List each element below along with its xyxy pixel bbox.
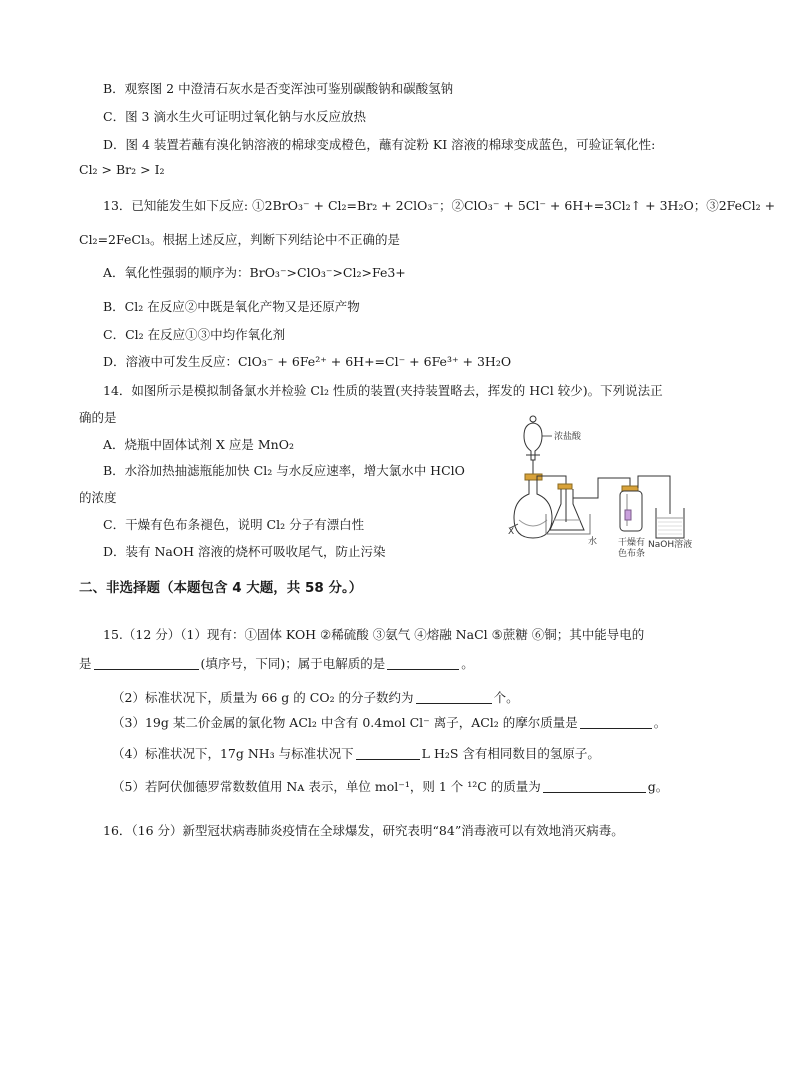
q15-part4-line <box>112 745 600 763</box>
section2-title: 二、非选择题（本题包含 4 大题，共 58 分。） <box>79 580 363 596</box>
q15-stem: 15.（12 分）（1）现有：①固体 KOH ②稀硫酸 ③氨气 ④熔融 NaCl ⑤蔗糖 ⑥铜；其中能导电的 <box>103 627 645 642</box>
separatory-funnel <box>524 423 542 460</box>
q15-molar-mass-blank[interactable] <box>580 716 652 729</box>
q15-part1-text-a: 是 <box>79 656 92 671</box>
q15-conductive-blank[interactable] <box>94 657 199 670</box>
q15-c12-mass-blank[interactable] <box>543 780 646 793</box>
q12-option-c: C．图 3 滴水生火可证明过氧化钠与水反应放热 <box>103 109 366 124</box>
q15-part2-text: （2）标准状况下，质量为 66 g 的 CO₂ 的分子数约为 <box>112 690 414 705</box>
q15-part2-line <box>112 689 519 707</box>
q14-stem-continued: 确的是 <box>79 410 117 425</box>
label-naoh-solution: NaOH溶液 <box>648 540 693 550</box>
label-dry-cloth-1: 干燥有 <box>618 538 646 548</box>
q14-option-c: C．干燥有色布条褪色，说明 Cl₂ 分子有漂白性 <box>103 517 365 532</box>
q13-option-a: A．氧化性强弱的顺序为：BrO₃⁻>ClO₃⁻>Cl₂>Fe3+ <box>103 265 406 280</box>
colored-cloth-strip <box>625 510 631 520</box>
q14-option-b-continued: 的浓度 <box>79 490 117 505</box>
q15-part3-end: 。 <box>653 715 667 730</box>
q15-h2s-volume-blank[interactable] <box>356 747 420 760</box>
flask-stopper <box>525 474 542 480</box>
q14-option-a: A．烧瓶中固体试剂 X 应是 MnO₂ <box>103 437 294 452</box>
q15-part4-text: （4）标准状况下，17g NH₃ 与标准状况下 <box>112 746 354 761</box>
q15-part5-unit: g。 <box>647 779 669 794</box>
label-conc-hcl: 浓盐酸 <box>554 432 582 442</box>
q15-part4-end: L H₂S 含有相同数目的氢原子。 <box>421 746 600 761</box>
q13-option-b: B．Cl₂ 在反应②中既是氧化产物又是还原产物 <box>103 299 360 314</box>
label-water: 水 <box>588 537 598 547</box>
funnel-stopper <box>530 416 536 422</box>
label-reagent-x: X <box>508 527 515 537</box>
q16-stem: 16．（16 分）新型冠状病毒肺炎疫情在全球爆发，研究表明“84”消毒液可以有效地消灭病毒。 <box>103 823 624 838</box>
q13-stem: 13．已知能发生如下反应: ①2BrO₃⁻ + Cl₂=Br₂ + 2ClO₃⁻；②ClO₃⁻ + 5Cl⁻ + 6H+=3Cl₂↑ + 3H₂O；③2FeCl₂ + <box>103 198 776 213</box>
q15-molecule-count-blank[interactable] <box>416 691 492 704</box>
q12-option-d-continued: Cl₂ > Br₂ > I₂ <box>79 162 165 177</box>
q15-electrolyte-blank[interactable] <box>387 657 459 670</box>
q13-option-d: D．溶液中可发生反应：ClO₃⁻ + 6Fe²⁺ + 6H+=Cl⁻ + 6Fe³⁺ + 3H₂O <box>103 354 512 369</box>
q12-option-b: B．观察图 2 中澄清石灰水是否变浑浊可鉴别碳酸钠和碳酸氢钠 <box>103 81 454 96</box>
label-dry-cloth-2: 色布条 <box>618 549 646 559</box>
q12-option-d: D．图 4 装置若蘸有溴化钠溶液的棉球变成橙色，蘸有淀粉 KI 溶液的棉球变成蓝色，可验证氧化性: <box>103 137 656 152</box>
q15-part3-line <box>112 714 666 732</box>
q15-part5-text: （5）若阿伏伽德罗常数数值用 Nᴀ 表示，单位 mol⁻¹，则 1 个 ¹²C 的质量为 <box>112 779 541 794</box>
q15-part2-unit: 个。 <box>493 690 519 705</box>
q13-option-c: C．Cl₂ 在反应①③中均作氧化剂 <box>103 327 286 342</box>
chlorine-apparatus-figure <box>508 414 730 566</box>
q15-part1-line <box>79 655 474 673</box>
q13-stem-continued: Cl₂=2FeCl₃。根据上述反应，判断下列结论中不正确的是 <box>79 232 400 247</box>
filter-flask <box>550 489 584 530</box>
q14-stem: 14．如图所示是模拟制备氯水并检验 Cl₂ 性质的装置(夹持装置略去，挥发的 HCl 较少)。下列说法正 <box>103 383 663 398</box>
q15-part5-line <box>112 778 668 796</box>
q14-option-d: D．装有 NaOH 溶液的烧杯可吸收尾气，防止污染 <box>103 544 386 559</box>
q15-part3-text: （3）19g 某二价金属的氯化物 ACl₂ 中含有 0.4mol Cl⁻ 离子，ACl₂ 的摩尔质量是 <box>112 715 578 730</box>
q15-part1-text-c: 。 <box>461 656 474 671</box>
q14-option-b: B．水浴加热抽滤瓶能加快 Cl₂ 与水反应速率，增大氯水中 HClO <box>103 463 465 478</box>
q15-part1-text-b: (填序号，下同)；属于电解质的是 <box>200 656 386 671</box>
